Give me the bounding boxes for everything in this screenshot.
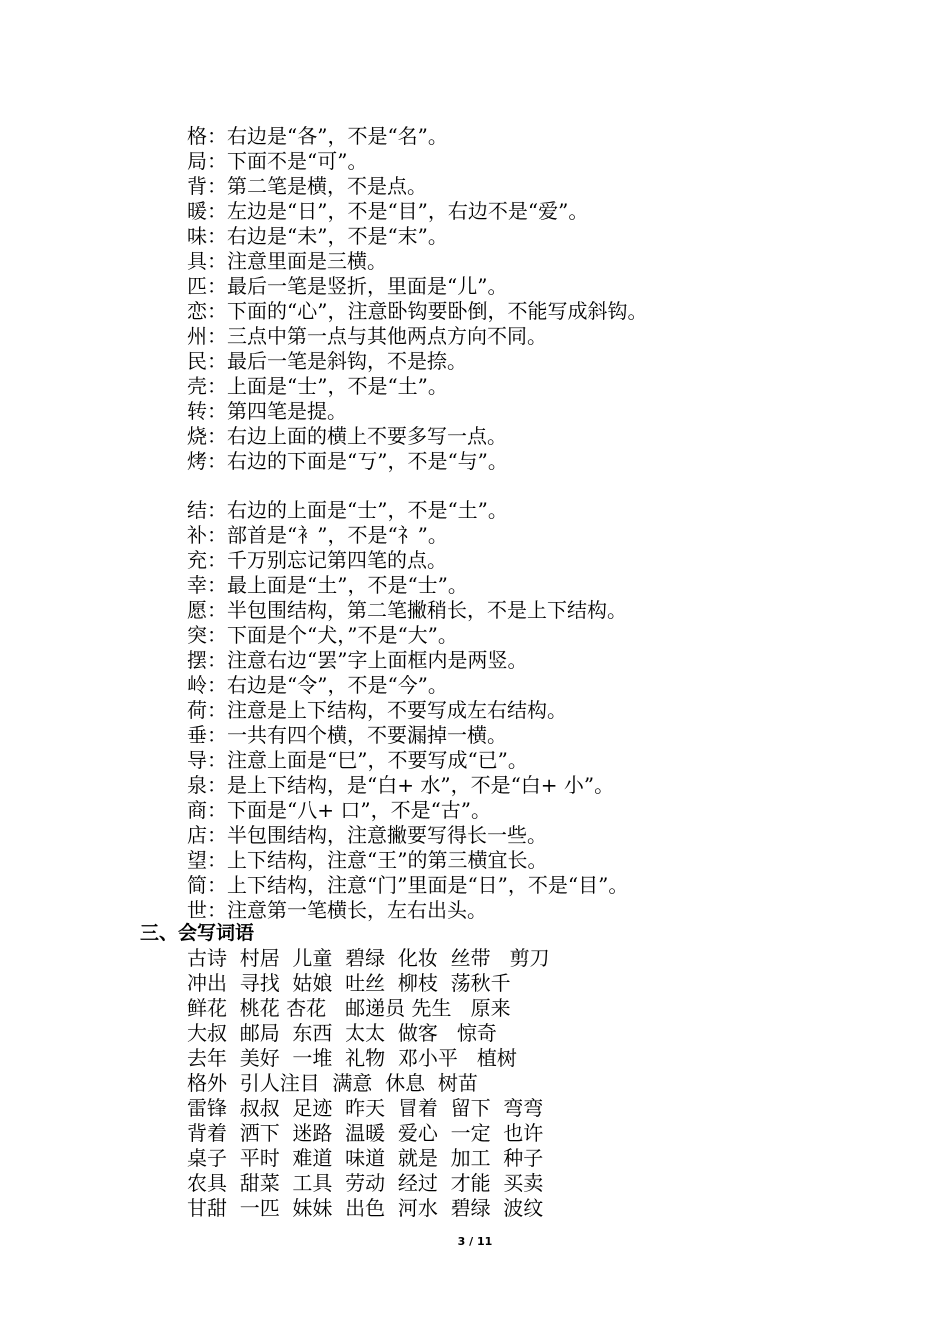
vocabulary-line: 去年 美好 一堆 礼物 邓小平 植树 <box>187 1046 517 1070</box>
vocabulary-line: 鲜花 桃花 杏花 邮递员 先生 原来 <box>187 996 511 1020</box>
note-line: 店：半包围结构，注意撇要写得长一些。 <box>187 823 547 847</box>
note-line: 烤：右边的下面是“丂”，不是“与”。 <box>187 449 508 473</box>
vocabulary-line: 背着 洒下 迷路 温暖 爱心 一定 也许 <box>187 1121 544 1145</box>
note-line: 导：注意上面是“巳”，不要写成“已”。 <box>187 748 528 772</box>
note-line: 局：下面不是“可”。 <box>187 149 368 173</box>
vocabulary-line: 冲出 寻找 姑娘 吐丝 柳枝 荡秋千 <box>187 971 511 995</box>
vocabulary-line: 甘甜 一匹 妹妹 出色 河水 碧绿 波纹 <box>187 1196 544 1220</box>
vocabulary-line: 古诗 村居 儿童 碧绿 化妆 丝带 剪刀 <box>187 946 550 970</box>
note-line: 民：最后一笔是斜钩，不是捺。 <box>187 349 467 373</box>
vocabulary-list <box>187 946 550 1221</box>
note-line: 恋：下面的“心”，注意卧钩要卧倒，不能写成斜钩。 <box>187 299 648 323</box>
vocabulary-line: 雷锋 叔叔 足迹 昨天 冒着 留下 弯弯 <box>187 1096 544 1120</box>
character-notes-list-2 <box>187 498 628 923</box>
note-line: 烧：右边上面的横上不要多写一点。 <box>187 424 507 448</box>
note-line: 岭：右边是“令”，不是“今”。 <box>187 673 448 697</box>
note-line: 摆：注意右边“罢”字上面框内是两竖。 <box>187 648 528 672</box>
note-line: 州：三点中第一点与其他两点方向不同。 <box>187 324 547 348</box>
note-line: 泉：是上下结构，是“白+ 水”，不是“白+ 小”。 <box>187 773 615 797</box>
note-line: 荷：注意是上下结构，不要写成左右结构。 <box>187 698 567 722</box>
note-line: 暖：左边是“日”，不是“目”，右边不是“爱”。 <box>187 199 589 223</box>
note-line: 补：部首是“衤”，不是“礻”。 <box>187 523 448 547</box>
note-line: 简：上下结构，注意“门”里面是“日”，不是“目”。 <box>187 873 629 897</box>
note-line: 转：第四笔是提。 <box>187 399 347 423</box>
vocabulary-line: 大叔 邮局 东西 太太 做客 惊奇 <box>187 1021 497 1045</box>
note-line: 结：右边的上面是“士”，不是“土”。 <box>187 498 508 522</box>
note-line: 望：上下结构，注意“王”的第三横宜长。 <box>187 848 548 872</box>
page-number: 3 / 11 <box>457 1235 493 1248</box>
note-line: 匹：最后一笔是竖折，里面是“儿”。 <box>187 274 508 298</box>
note-line: 壳：上面是“士”，不是“土”。 <box>187 374 448 398</box>
note-line: 垂：一共有四个横，不要漏掉一横。 <box>187 723 507 747</box>
note-line: 充：千万别忘记第四笔的点。 <box>187 548 447 572</box>
character-notes-list-1 <box>187 124 647 474</box>
note-line: 具：注意里面是三横。 <box>187 249 387 273</box>
note-line: 突：下面是个“犬，”不是“大”。 <box>187 623 458 647</box>
note-line: 格：右边是“各”，不是“名”。 <box>187 124 448 148</box>
vocabulary-line: 格外 引人注目 满意 休息 树苗 <box>187 1071 478 1095</box>
vocabulary-line: 农具 甜菜 工具 劳动 经过 才能 买卖 <box>187 1171 544 1195</box>
note-line: 味：右边是“未”，不是“末”。 <box>187 224 448 248</box>
note-line: 世：注意第一笔横长，左右出头。 <box>187 898 487 922</box>
note-line: 背：第二笔是横，不是点。 <box>187 174 427 198</box>
section-heading: 三、会写词语 <box>140 922 255 944</box>
note-line: 幸：最上面是“土”，不是“士”。 <box>187 573 468 597</box>
vocabulary-line: 桌子 平时 难道 味道 就是 加工 种子 <box>187 1146 544 1170</box>
note-line: 商：下面是“八+ 口”，不是“古”。 <box>187 798 492 822</box>
note-line: 愿：半包围结构，第二笔撇稍长，不是上下结构。 <box>187 598 627 622</box>
